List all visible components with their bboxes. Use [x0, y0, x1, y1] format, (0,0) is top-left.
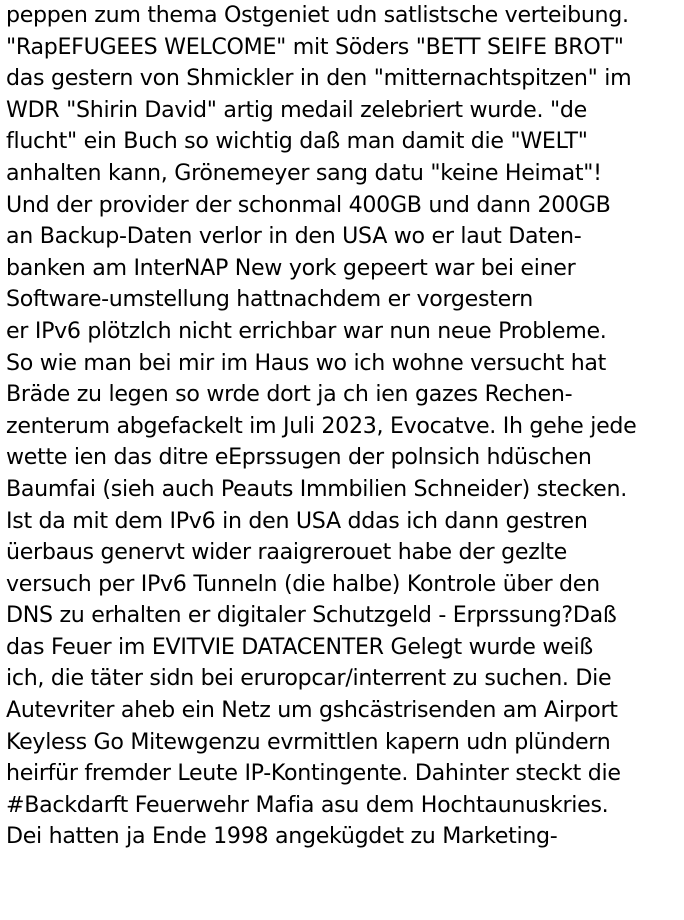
text-line: WDR "Shirin David" artig medail zelebriert wurde. "de [6, 96, 587, 123]
text-line: "RapEFUGEES WELCOME" mit Söders "BETT SEIFE BROT" [6, 33, 624, 60]
text-line: DNS zu erhalten er digitaler Schutzgeld - Erprssung?Daß [6, 602, 617, 629]
text-line: Und der provider der schonmal 400GB und dann 200GB [6, 191, 611, 218]
text-line: das gestern von Shmickler in den "mitternachtspitzen" im [6, 65, 632, 92]
text-line: er IPv6 plötzlch nicht errichbar war nun neue Probleme. [6, 317, 607, 344]
text-line: Ist da mit dem IPv6 in den USA ddas ich dann gestren [6, 507, 588, 534]
text-line: Keyless Go Mitewgenzu evrmittlen kapern udn plündern [6, 728, 611, 755]
text-line: Dei hatten ja Ende 1998 angekügdet zu Marketing- [6, 823, 558, 850]
text-line: banken am InterNAP New york gepeert war bei einer [6, 254, 576, 281]
text-line: an Backup-Daten verlor in den USA wo er laut Daten- [6, 223, 582, 250]
text-line: versuch per IPv6 Tunneln (die halbe) Kontrole über den [6, 570, 600, 597]
text-line: Baumfai (sieh auch Peauts Immbilien Schneider) stecken. [6, 475, 627, 502]
text-line: das Feuer im EVITVIE DATACENTER Gelegt wurde weiß [6, 633, 593, 660]
text-line: ich, die täter sidn bei eruropcar/interrent zu suchen. Die [6, 665, 612, 692]
text-line: anhalten kann, Grönemeyer sang datu "keine Heimat"! [6, 159, 602, 186]
text-line: üerbaus genervt wider raaigrerouet habe der gezlte [6, 539, 567, 566]
text-line: So wie man bei mir im Haus wo ich wohne versucht hat [6, 349, 607, 376]
text-line: Bräde zu legen so wrde dort ja ch ien gazes Rechen- [6, 381, 573, 408]
text-line: #Backdarft Feuerwehr Mafia asu dem Hochtaunuskries. [6, 791, 609, 818]
text-line: zenterum abgefackelt im Juli 2023, Evocatve. Ih gehe jede [6, 412, 637, 439]
document-text [6, 0, 684, 853]
text-line: peppen zum thema Ostgeniet udn satlistsche verteibung. [6, 2, 629, 28]
text-line: heirfür fremder Leute IP-Kontingente. Dahinter steckt die [6, 760, 621, 787]
text-line: Software-umstellung hattnachdem er vorgestern [6, 286, 534, 313]
text-line: flucht" ein Buch so wichtig daß man damit die "WELT" [6, 128, 588, 155]
text-line: Autevriter aheb ein Netz um gshcästrisenden am Airport [6, 697, 618, 724]
text-line: wette ien das ditre eEprssugen der polnsich hdüschen [6, 444, 592, 471]
